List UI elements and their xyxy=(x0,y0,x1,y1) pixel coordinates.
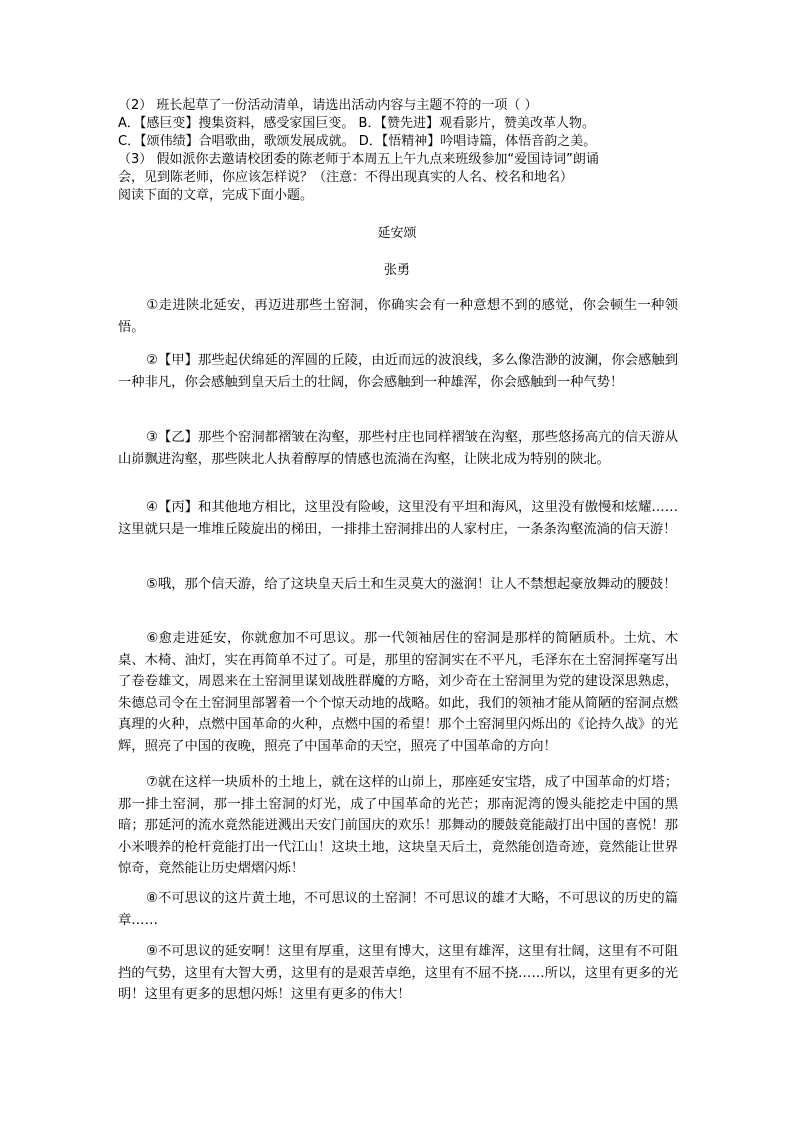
reading-instruction: 阅读下面的文章，完成下面小题。 xyxy=(118,188,314,203)
question-2-stem: （2） 班长起草了一份活动清单，请选出活动内容与主题不符的一项（ ） xyxy=(118,98,538,113)
article-paragraph-4: ④【丙】和其他地方相比，这里没有险峻，这里没有平坦和海风，这里没有傲慢和炫耀……这里就只是一堆堆丘陵旋出的梯田，一排排土窑洞排出的人家村庄，一条条沟壑流淌的信天游！ xyxy=(118,500,678,537)
question-3-stem-line1: （3） 假如派你去邀请校团委的陈老师于本周五上午九点来班级参加“爱国诗词”朗诵 xyxy=(118,152,599,167)
question-2-options-cd: C．【颂伟绩】合唱歌曲，歌颂发展成就。 D．【悟精神】吟唱诗篇，体悟音韵之美。 xyxy=(118,134,597,149)
article-author: 张勇 xyxy=(383,263,410,278)
article-paragraph-6: ⑥愈走进延安，你就愈加不可思议。那一代领袖居住的窑洞是那样的简陋质朴。土炕、木桌、木椅、油灯，实在再简单不过了。可是，那里的窑洞实在不平凡，毛泽东在土窑洞挥毫写出了卷卷雄文，周恩来在土窑洞里谋划战胜群魔的方略，刘少奇在土窑洞里为党的建设深思熟虑，朱德总司令在土窑洞里部署着一个个惊天动地的战略。如此，我们的领袖才能从简陋的窑洞点燃真理的火种，点燃中国革命的火种，点燃中国的希望！那个土窑洞里闪烁出的《论持久战》的光辉，照亮了中国的夜晚，照亮了中国革命的天空，照亮了中国革命的方向！ xyxy=(118,631,678,754)
article-paragraph-1: ①走进陕北延安，再迈进那些土窑洞，你确实会有一种意想不到的感觉，你会顿生一种领悟。 xyxy=(118,298,678,335)
article-paragraph-9: ⑨不可思议的延安啊！这里有厚重，这里有博大，这里有雄浑，这里有壮阔，这里有不可阻挡的气势，这里有大智大勇，这里有的是艰苦卓绝，这里有不屈不挠……所以，这里有更多的光明！这里有更多的思想闪烁！这里有更多的伟大！ xyxy=(118,944,678,1002)
article-paragraph-7: ⑦就在这样一块质朴的土地上，就在这样的山峁上，那座延安宝塔，成了中国革命的灯塔；那一排土窑洞，那一排土窑洞的灯光，成了中国革命的光芒；那南泥湾的馒头能挖走中国的黑暗；那延河的流水竟然能迸溅出天安门前国庆的欢乐！那舞动的腰鼓竟能敲打出中国的喜悦！那小米喂养的枪杆竟能打出一代江山！这块土地，这块皇天后土，竟然能创造奇迹，竟然能让世界惊奇，竟然能让历史熠熠闪烁！ xyxy=(118,775,678,876)
article-paragraph-5: ⑤哦，那个信天游，给了这块皇天后土和生灵莫大的滋润！让人不禁想起豪放舞动的腰鼓！ xyxy=(146,577,677,592)
article-title: 延安颂 xyxy=(377,226,417,241)
article-paragraph-8: ⑧不可思议的这片黄土地，不可思议的土窑洞！不可思议的雄才大略，不可思议的历史的篇章…… xyxy=(118,891,678,928)
article-paragraph-2: ②【甲】那些起伏绵延的浑圆的丘陵，由近而远的波浪线，多么像浩渺的波澜，你会感触到一种非凡，你会感触到皇天后土的壮阔，你会感触到一种雄浑，你会感触到一种气势！ xyxy=(118,353,678,390)
article-paragraph-3: ③【乙】那些个窑洞都褶皱在沟壑，那些村庄也同样褶皱在沟壑，那些悠扬高亢的信天游从山峁飘进沟壑，那些陕北人执着醇厚的情感也流淌在沟壑，让陕北成为特别的陕北。 xyxy=(118,430,678,467)
question-3-stem-line2: 会，见到陈老师，你应该怎样说？（注意：不得出现真实的人名、校名和地名） xyxy=(118,170,574,185)
question-2-options-ab: A．【感巨变】搜集资料，感受家国巨变。 B．【赞先进】观看影片，赞美改革人物。 xyxy=(118,116,595,131)
